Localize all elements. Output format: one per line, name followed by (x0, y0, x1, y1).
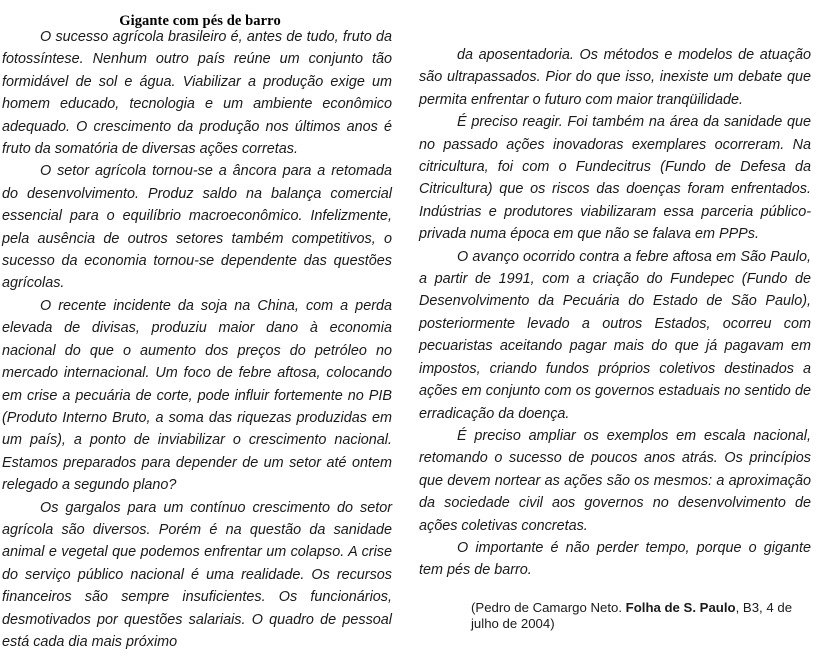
paragraph: É preciso reagir. Foi também na área da sanidade que no passado ações inovadoras exemplares ocorreram. Na citricultura, foi com o Fundecitrus (Fundo de Defesa da Citricultura) que os riscos das doenças foram enfrentados. Indústrias e produtores viabilizaram essa parceria público-privada numa época em que não se falava em PPPs. (419, 114, 811, 243)
paragraph: O avanço ocorrido contra a febre aftosa em São Paulo, a partir de 1991, com a criação do Fundepec (Fundo de Desenvolvimento da Pecuária do Estado de São Paulo), posteriormente levado a outros Estados, ocorreu com pecuaristas aceitando pagar mais do que já pagavam em impostos, criando fundos próprios coletivos destinados a ações em conjunto com os governos estaduais no sentido de erradicação da doença. (419, 248, 811, 422)
source-attribution (419, 582, 811, 633)
page-title: Gigante com pés de barro (119, 12, 281, 29)
attribution-source-name: Folha de S. Paulo (625, 599, 736, 615)
paragraph: da aposentadoria. Os métodos e modelos de atuação são ultrapassados. Pior do que isso, inexiste um debate que permita enfrentar o futuro com maior tranqüilidade. (419, 47, 811, 108)
paragraph: O sucesso agrícola brasileiro é, antes de tudo, fruto da fotossíntese. Nenhum outro país reúne um conjunto tão formidável de sol e água. Viabilizar a produção exige um homem educado, tecnologia e um ambiente econômico adequado. O crescimento da produção nos últimos anos é fruto da somatória de diversas ações corretas. (2, 29, 392, 158)
left-column (2, 0, 392, 653)
paragraph: O recente incidente da soja na China, com a perda elevada de divisas, produziu maior dano à economia nacional do que o aumento dos preços do petróleo no mercado internacional. Um foco de febre aftosa, colocando em crise a pecuária de corte, pode influir fortemente no PIB (Produto Interno Bruto, a soma das riquezas produzidas em um país), a ponto de inviabilizar o crescimento nacional. Estamos preparados para depender de um setor até ontem relegado a segundo plano? (2, 297, 392, 494)
paragraph: Os gargalos para um contínuo crescimento do setor agrícola são diversos. Porém é na questão da sanidade animal e vegetal que podemos enfrentar um colapso. A crise do serviço público nacional é uma realidade. Os recursos financeiros são sempre insuficientes. Os funcionários, desmotivados por questões salariais. O quadro de pessoal está cada dia mais próximo (2, 499, 392, 650)
attribution-prefix: (Pedro de Camargo Neto. (471, 599, 626, 615)
right-column (419, 0, 811, 633)
attribution-suffix: , B3, 4 de julho de 2004) (471, 599, 793, 632)
paragraph: É preciso ampliar os exemplos em escala nacional, retomando o sucesso de poucos anos atrás. Os princípios que devem nortear as ações são os mesmos: a aproximação da sociedade civil aos governos no desenvolvimento de ações coletivas concretas. (419, 427, 811, 534)
paragraph: O setor agrícola tornou-se a âncora para a retomada do desenvolvimento. Produz saldo na balança comercial essencial para o equilíbrio macroeconômico. Infelizmente, pela ausência de outros setores também competitivos, o sucesso da economia tornou-se dependente das questões agrícolas. (2, 163, 392, 292)
paragraph: O importante é não perder tempo, porque o gigante tem pés de barro. (419, 539, 811, 579)
